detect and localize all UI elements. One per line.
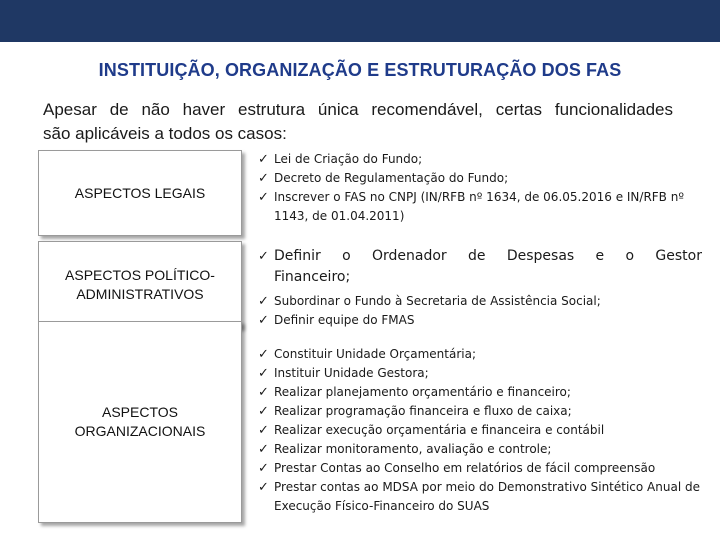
- checkmark-icon: ✓: [258, 190, 269, 205]
- checkmark-icon: ✓: [258, 404, 269, 419]
- list-item: ✓ Instituir Unidade Gestora;: [258, 366, 429, 381]
- checkmark-icon: ✓: [258, 442, 269, 457]
- list-item: ✓ Realizar programação financeira e fluxo de caixa;: [258, 404, 572, 419]
- checkmark-icon: ✓: [258, 385, 269, 400]
- checkmark-icon: ✓: [258, 152, 269, 167]
- list-item: ✓ Prestar Contas ao Conselho em relatórios de fácil compreensão: [258, 461, 656, 476]
- list-item: ✓ Decreto de Regulamentação do Fundo;: [258, 171, 509, 186]
- aspectos-politico-label-2: ADMINISTRATIVOS: [76, 285, 204, 302]
- checkmark-icon: ✓: [258, 366, 269, 381]
- list-item-continuation: Financeiro;: [274, 269, 351, 285]
- checkmark-icon: ✓: [258, 294, 269, 309]
- aspectos-organizacionais-box: [38, 321, 242, 523]
- list-item: ✓ Definir o Ordenador de Despesas e o Gestor: [258, 246, 702, 267]
- intro-text: [43, 98, 673, 146]
- aspectos-politico-list: [258, 246, 702, 330]
- list-item: ✓ Definir equipe do FMAS: [258, 313, 415, 328]
- list-item: ✓ Realizar monitoramento, avaliação e controle;: [258, 442, 552, 457]
- list-item: ✓ Inscrever o FAS no CNPJ (IN/RFB nº 1634, de 06.05.2016 e IN/RFB nº 1143, de 01.04.2011): [258, 190, 684, 223]
- aspectos-politico-box: [38, 241, 242, 328]
- checkmark-icon: ✓: [258, 480, 269, 495]
- list-item: ✓ Constituir Unidade Orçamentária;: [258, 347, 476, 362]
- intro-line-2: são aplicáveis a todos os casos:: [43, 124, 287, 143]
- aspectos-legais-box: [38, 150, 242, 236]
- intro-line-1: Apesar de não haver estrutura única recomendável, certas funcionalidades: [43, 100, 673, 119]
- checkmark-icon: ✓: [258, 423, 269, 438]
- list-item: ✓ Subordinar o Fundo à Secretaria de Assistência Social;: [258, 294, 601, 309]
- list-item: ✓ Prestar contas ao MDSA por meio do Demonstrativo Sintético Anual de Execução Físico-Financeiro do SUAS: [258, 480, 700, 513]
- checkmark-icon: ✓: [258, 249, 269, 264]
- list-item: ✓ Realizar execução orçamentária e financeira e contábil: [258, 423, 605, 438]
- checkmark-icon: ✓: [258, 347, 269, 362]
- aspectos-legais-list: [258, 150, 702, 226]
- aspectos-legais-label: ASPECTOS LEGAIS: [74, 184, 206, 201]
- aspectos-politico-label-1: ASPECTOS POLÍTICO-: [65, 266, 215, 283]
- aspectos-organizacionais-label-2: ORGANIZACIONAIS: [74, 423, 206, 439]
- page-title: INSTITUIÇÃO, ORGANIZAÇÃO E ESTRUTURAÇÃO DOS FAS: [98, 60, 622, 80]
- list-item: ✓ Realizar planejamento orçamentário e financeiro;: [258, 385, 571, 400]
- checkmark-icon: ✓: [258, 313, 269, 328]
- checkmark-icon: ✓: [258, 461, 269, 476]
- aspectos-organizacionais-list: [258, 345, 702, 516]
- list-item: ✓ Lei de Criação do Fundo;: [258, 152, 423, 167]
- checkmark-icon: ✓: [258, 171, 269, 186]
- header-bar: [0, 0, 720, 42]
- aspectos-organizacionais-label-1: ASPECTOS: [102, 404, 178, 420]
